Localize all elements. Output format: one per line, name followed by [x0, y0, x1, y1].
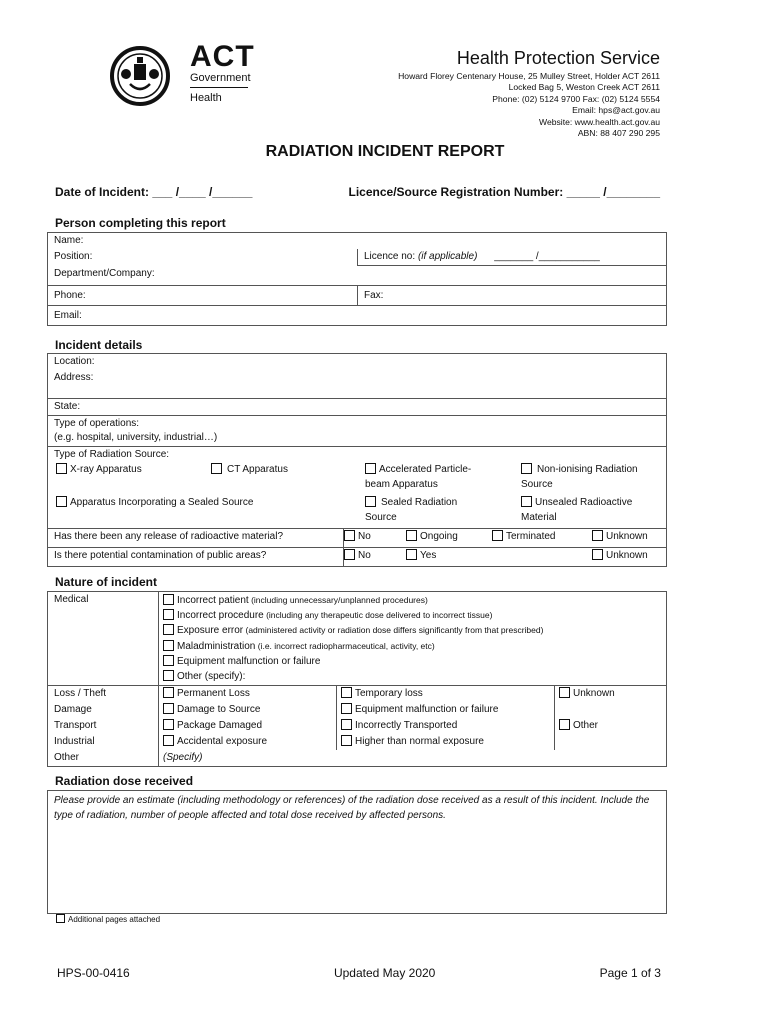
website-line: Website: www.health.act.gov.au — [538, 116, 660, 127]
source-nonionising-option[interactable] — [521, 462, 638, 492]
licence-no-label: Licence no: — [364, 251, 418, 262]
option-label: Accelerated Particle- — [379, 463, 472, 475]
address-line-1: Howard Florey Centenary House, 25 Mulley Street, Holder ACT 2611 — [398, 71, 660, 81]
transport-damaged-option[interactable] — [159, 718, 337, 734]
state-field[interactable]: State: — [48, 398, 667, 415]
source-unsealed-option[interactable] — [521, 495, 632, 525]
checkbox[interactable] — [341, 719, 352, 730]
option-label-2: Material — [521, 511, 557, 523]
radiation-source-label: Type of Radiation Source: — [54, 448, 170, 460]
department-field[interactable]: Department/Company: — [48, 266, 667, 286]
option-note: (including any therapeutic dose delivered to incorrect tissue) — [263, 610, 493, 621]
option-label: Unsealed Radioactive — [535, 496, 633, 508]
option-label-2: beam Apparatus — [365, 478, 438, 490]
logo-health-text: Health — [190, 92, 222, 104]
med-equipment-malfunction-option[interactable] — [163, 654, 660, 669]
option-note: (administered activity or radiation dose differs significantly from that prescribed) — [243, 625, 544, 636]
option-label: Higher than normal exposure — [355, 736, 484, 748]
checkbox[interactable] — [341, 735, 352, 746]
logo-act-text: ACT — [190, 40, 255, 73]
other-label: Other — [48, 750, 159, 767]
checkbox[interactable] — [56, 463, 67, 474]
checkbox[interactable] — [163, 687, 174, 698]
address-field[interactable]: Address: — [48, 370, 667, 398]
loss-temporary-option[interactable] — [337, 686, 555, 703]
damage-source-option[interactable] — [159, 702, 337, 718]
contamination-question: Is there potential contamination of public areas? — [48, 547, 344, 566]
option-label: Equipment malfunction or failure — [177, 655, 321, 667]
checkbox[interactable] — [163, 624, 174, 635]
contamination-yes-option[interactable] — [406, 549, 436, 563]
option-label: Terminated — [506, 530, 556, 542]
phone-field[interactable]: Phone: — [48, 286, 358, 306]
source-sealed-option[interactable] — [365, 495, 457, 525]
checkbox[interactable] — [521, 496, 532, 507]
checkbox[interactable] — [56, 496, 67, 507]
option-label: Incorrectly Transported — [355, 720, 458, 732]
med-other-option[interactable] — [163, 669, 660, 684]
logo-government-text: Government — [190, 72, 248, 88]
coat-of-arms-icon — [108, 44, 186, 108]
option-label: Sealed Radiation — [381, 496, 458, 508]
email-field[interactable]: Email: — [48, 306, 667, 326]
name-field[interactable]: Name: — [48, 233, 667, 250]
page-number: Page 1 of 3 — [599, 966, 661, 980]
source-sealed-apparatus-option[interactable] — [56, 495, 253, 510]
page-footer — [57, 966, 661, 980]
address-line-2: Locked Bag 5, Weston Creek ACT 2611 — [508, 82, 660, 93]
option-label: Other (specify): — [177, 671, 246, 683]
option-label-2: Source — [521, 478, 553, 490]
medical-label: Medical — [48, 592, 159, 686]
position-field[interactable]: Position: — [48, 249, 358, 266]
option-label: Temporary loss — [355, 688, 423, 700]
option-label: Yes — [420, 549, 437, 561]
option-label: Incorrect procedure — [177, 610, 264, 622]
option-label: Package Damaged — [177, 720, 263, 732]
additional-pages-label: Additional pages attached — [68, 915, 161, 924]
source-xray-option[interactable] — [56, 462, 142, 477]
contamination-no-option[interactable] — [344, 549, 371, 563]
source-accelerated-option[interactable] — [365, 462, 471, 492]
email-line: Email: hps@act.gov.au — [572, 105, 660, 116]
dose-section-heading: Radiation dose received — [55, 774, 194, 788]
checkbox[interactable] — [406, 549, 417, 560]
option-label: Ongoing — [420, 530, 458, 542]
option-label: Unknown — [573, 688, 615, 700]
checkbox[interactable] — [344, 549, 355, 560]
dose-instructions: Please provide an estimate (including methodology or references) of the radiation dose received as a result of this incident. Include the type of radiation, number of people affected and total dose received by affected persons. — [54, 795, 650, 821]
service-title: Health Protection Service — [456, 48, 660, 68]
release-options — [344, 528, 667, 547]
option-label: Damage to Source — [177, 704, 261, 716]
industrial-higher-option[interactable] — [337, 734, 555, 750]
updated-date: Updated May 2020 — [333, 966, 436, 980]
loss-unknown-option[interactable] — [555, 686, 667, 703]
transport-other-option[interactable] — [555, 718, 667, 734]
incident-section-heading: Incident details — [55, 338, 143, 352]
release-question: Has there been any release of radioactive material? — [48, 528, 344, 547]
checkbox[interactable] — [492, 530, 503, 541]
checkbox[interactable] — [592, 530, 603, 541]
operations-label: Type of operations: — [54, 417, 140, 429]
checkbox[interactable] — [163, 735, 174, 746]
checkbox[interactable] — [163, 719, 174, 730]
checkbox[interactable] — [344, 530, 355, 541]
option-label-2: Source — [365, 511, 397, 523]
source-ct-option[interactable] — [211, 462, 288, 477]
option-note: (including unnecessary/unplanned procedures) — [248, 595, 428, 605]
checkbox[interactable] — [211, 463, 222, 474]
med-maladministration-option[interactable] — [163, 639, 660, 654]
checkbox[interactable] — [559, 687, 570, 698]
industrial-accidental-option[interactable] — [159, 734, 337, 750]
med-incorrect-patient-option[interactable] — [163, 593, 660, 608]
medical-options — [159, 592, 667, 686]
option-label: Non-ionising Radiation — [537, 463, 638, 475]
incident-table — [47, 353, 667, 567]
option-label: No — [358, 530, 371, 542]
phone-fax-line: Phone: (02) 5124 9700 Fax: (02) 5124 5554 — [492, 93, 660, 104]
option-label: Accidental exposure — [177, 736, 268, 748]
checkbox[interactable] — [559, 719, 570, 730]
checkbox[interactable] — [163, 703, 174, 714]
option-label: No — [358, 549, 371, 561]
document-title: RADIATION INCIDENT REPORT — [265, 143, 505, 160]
option-label: Apparatus Incorporating a Sealed Source — [70, 496, 254, 508]
checkbox[interactable] — [163, 640, 174, 651]
additional-pages-option[interactable] — [56, 914, 160, 924]
release-ongoing-option[interactable] — [406, 530, 458, 544]
service-contact-block — [398, 47, 660, 139]
contamination-options — [344, 547, 667, 566]
loss-permanent-option[interactable] — [159, 686, 337, 703]
checkbox[interactable] — [365, 496, 376, 507]
operations-example: (e.g. hospital, university, industrial…) — [54, 431, 218, 443]
option-label: Maladministration — [177, 640, 256, 652]
option-label: X-ray Apparatus — [70, 463, 142, 475]
damage-equipment-option[interactable] — [337, 702, 555, 718]
checkbox[interactable] — [163, 594, 174, 605]
industrial-label: Industrial — [48, 734, 159, 750]
med-incorrect-procedure-option[interactable] — [163, 608, 660, 623]
damage-label: Damage — [48, 702, 159, 718]
licence-no-field[interactable] — [358, 249, 667, 266]
date-licence-line — [55, 185, 660, 199]
release-terminated-option[interactable] — [492, 530, 555, 544]
licence-no-blank: _______ /___________ — [494, 251, 600, 262]
act-government-logo — [108, 40, 255, 108]
med-exposure-error-option[interactable] — [163, 623, 660, 638]
licence-number-field[interactable]: Licence/Source Registration Number: _____ /________ — [348, 185, 660, 199]
location-field[interactable]: Location: — [48, 354, 667, 371]
option-label: Other — [573, 720, 599, 732]
checkbox[interactable] — [521, 463, 532, 474]
nature-section-heading: Nature of incident — [55, 575, 158, 589]
loss-theft-label: Loss / Theft — [48, 686, 159, 703]
form-code: HPS-00-0416 — [57, 966, 130, 980]
option-label: Permanent Loss — [177, 688, 250, 700]
option-label: CT Apparatus — [227, 463, 288, 475]
abn-line: ABN: 88 407 290 295 — [577, 128, 660, 139]
nature-table — [47, 591, 667, 767]
person-section-heading: Person completing this report — [55, 216, 226, 230]
option-note: (i.e. incorrect radiopharmaceutical, activity, etc) — [255, 640, 435, 651]
checkbox[interactable] — [341, 703, 352, 714]
option-label: Unknown — [606, 530, 648, 542]
checkbox[interactable] — [163, 670, 174, 681]
person-table — [47, 232, 667, 326]
contamination-unknown-option[interactable] — [592, 549, 648, 563]
other-specify-field[interactable]: (Specify) — [159, 750, 667, 767]
release-no-option[interactable] — [344, 530, 371, 544]
option-label: Exposure error — [177, 625, 244, 637]
transport-label: Transport — [48, 718, 159, 734]
fax-field[interactable]: Fax: — [358, 286, 667, 306]
checkbox[interactable] — [406, 530, 417, 541]
checkbox[interactable] — [365, 463, 376, 474]
checkbox[interactable] — [163, 655, 174, 666]
checkbox[interactable] — [56, 914, 65, 923]
date-of-incident-field[interactable]: Date of Incident: ___ /____ /______ — [55, 185, 253, 199]
option-label: Incorrect patient — [177, 595, 249, 606]
checkbox[interactable] — [592, 549, 603, 560]
licence-no-note: (if applicable) — [417, 251, 478, 262]
checkbox[interactable] — [163, 609, 174, 620]
option-label: Equipment malfunction or failure — [355, 704, 499, 716]
option-label: Unknown — [606, 549, 648, 561]
transport-incorrect-option[interactable] — [337, 718, 555, 734]
checkbox[interactable] — [341, 687, 352, 698]
release-unknown-option[interactable] — [592, 530, 648, 544]
dose-textarea[interactable] — [47, 790, 667, 914]
